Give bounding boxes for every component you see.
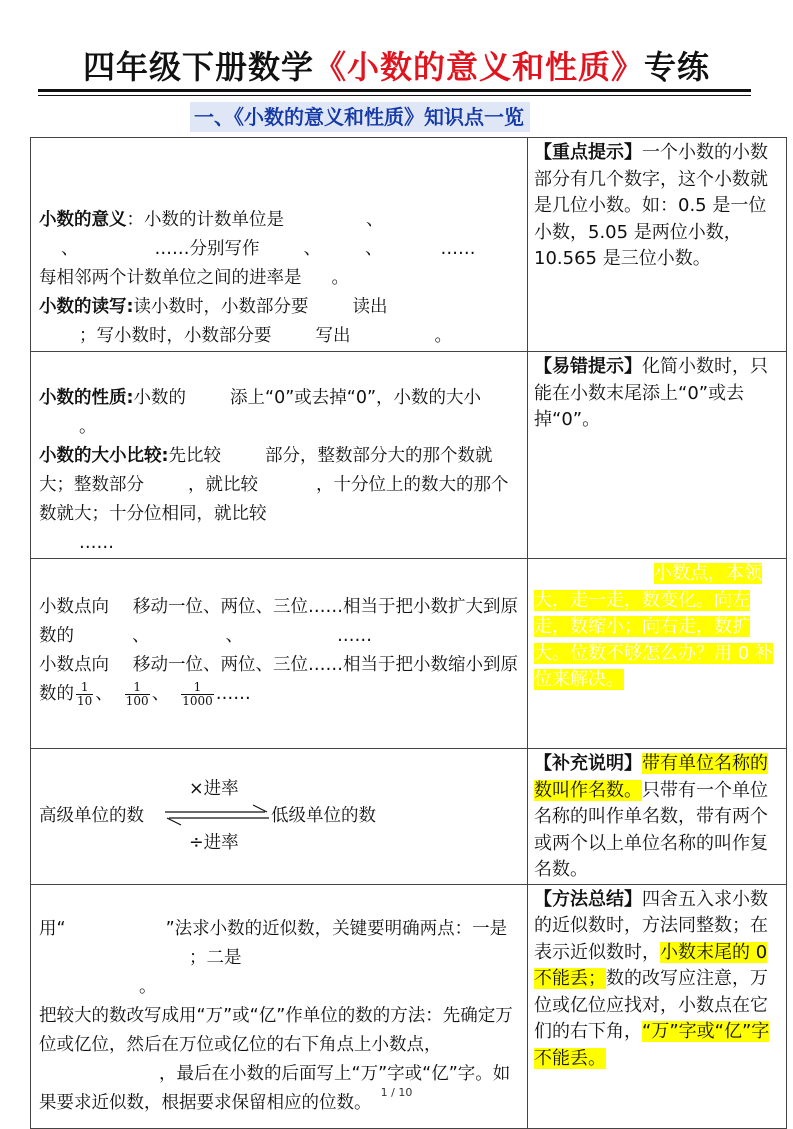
summary-highlight-2: “万”字或“亿”字不能丢。 [534, 1021, 770, 1069]
cell-unit-conversion [31, 749, 528, 885]
fraction-1-100: $\frac{1}{100}$ [125, 679, 149, 708]
knowledge-table [30, 137, 787, 1129]
page-title [0, 42, 793, 88]
fraction-1-1000: $\frac{1}{1000}$ [182, 679, 213, 708]
cell-error-tip: 【易错提示】化简小数时，只能在小数末尾添上“0”或去掉“0”。 [528, 352, 787, 559]
conversion-diagram [39, 775, 521, 855]
double-arrow-icon [165, 803, 271, 827]
fraction-1-10: $\frac{1}{10}$ [77, 679, 93, 708]
divide-rate-label: ÷进率 [189, 833, 239, 853]
page-number: 1 / 10 [380, 1086, 413, 1099]
high-unit-label: 高级单位的数 [39, 806, 144, 826]
table-row [31, 352, 787, 559]
cell-rhyme [528, 559, 787, 749]
table-row [31, 749, 787, 885]
cell-supplement: 【补充说明】带有单位名称的数叫作名数。只带有一个单位名称的叫作单名数，带有两个或两个以上单位名称的叫作复名数。 [528, 749, 787, 885]
supplement-highlight: 带有单位名称的数叫作名数。 [534, 753, 768, 801]
title-rule-thick [38, 89, 751, 92]
table-row [31, 138, 787, 352]
summary-highlight-1: 小数末尾的 0 不能丢； [534, 941, 768, 989]
cell-approximation: 用“ ”法求小数的近似数，关键要明确两点：一是；二是 。 把较大的数改写成用“万”或“亿”作单位的数的方法：先确定万位或亿位，然后在万位或亿位的右下角点上小数点，，最后在小数的后面写上“万”字或“亿”字。如果要求近似数，根据要求保留相应的位数。 [31, 884, 528, 1128]
cell-properties: 小数的性质:小数的 添上“0”或去掉“0”，小数的大小。 小数的大小比较:先比较 部分，整数部分大的那个数就大；整数部分 ，就比较 ，十分位上的数大的那个数就大；十分位相同，就比较 …… [31, 352, 528, 559]
rhyme-highlight: 小数点，本领大，走一走，数变化。向左走，数缩小；向右走，数扩大。位数不够怎么办？用 0 补位来解决。 [534, 563, 773, 690]
cell-decimal-point-move: 小数点向 移动一位、两位、三位……相当于把小数扩大到原数的 、 、 …… 小数点向 移动一位、两位、三位……相当于把小数缩小到原数的 $\frac{1}{10}$ 、 $\frac{1}{100}$ 、 $\frac{1}{1000}$ …… [31, 559, 528, 749]
section-heading: 一、《小数的意义和性质》知识点一览 [190, 102, 530, 132]
multiply-rate-label: ×进率 [189, 779, 239, 799]
title-red: 《小数的意义和性质》 [313, 48, 644, 86]
title-black: 四年级下册数学 [82, 48, 314, 86]
title-suffix: 专练 [644, 48, 711, 86]
title-rule-thin [38, 95, 751, 96]
low-unit-label: 低级单位的数 [271, 806, 376, 826]
cell-key-tip: 【重点提示】一个小数的小数部分有几个数字，这个小数就是几位小数。如：0.5 是一位小数，5.05 是两位小数，10.565 是三位小数。 [528, 138, 787, 352]
cell-meaning: 小数的意义：小数的计数单位是 、 、 ……分别写作 、 、 …… 每相邻两个计数单位之间的进率是 。 小数的读写:读小数时，小数部分要 读出 ；写小数时，小数部分要 写出 。 [31, 138, 528, 352]
cell-method-summary: 【方法总结】四舍五入求小数的近似数时，方法同整数；在表示近似数时，小数末尾的 0 不能丢；数的改写应注意，万位或亿位应找对，小数点在它们的右下角，“万”字或“亿”字不能丢。 [528, 884, 787, 1128]
table-row [31, 559, 787, 749]
